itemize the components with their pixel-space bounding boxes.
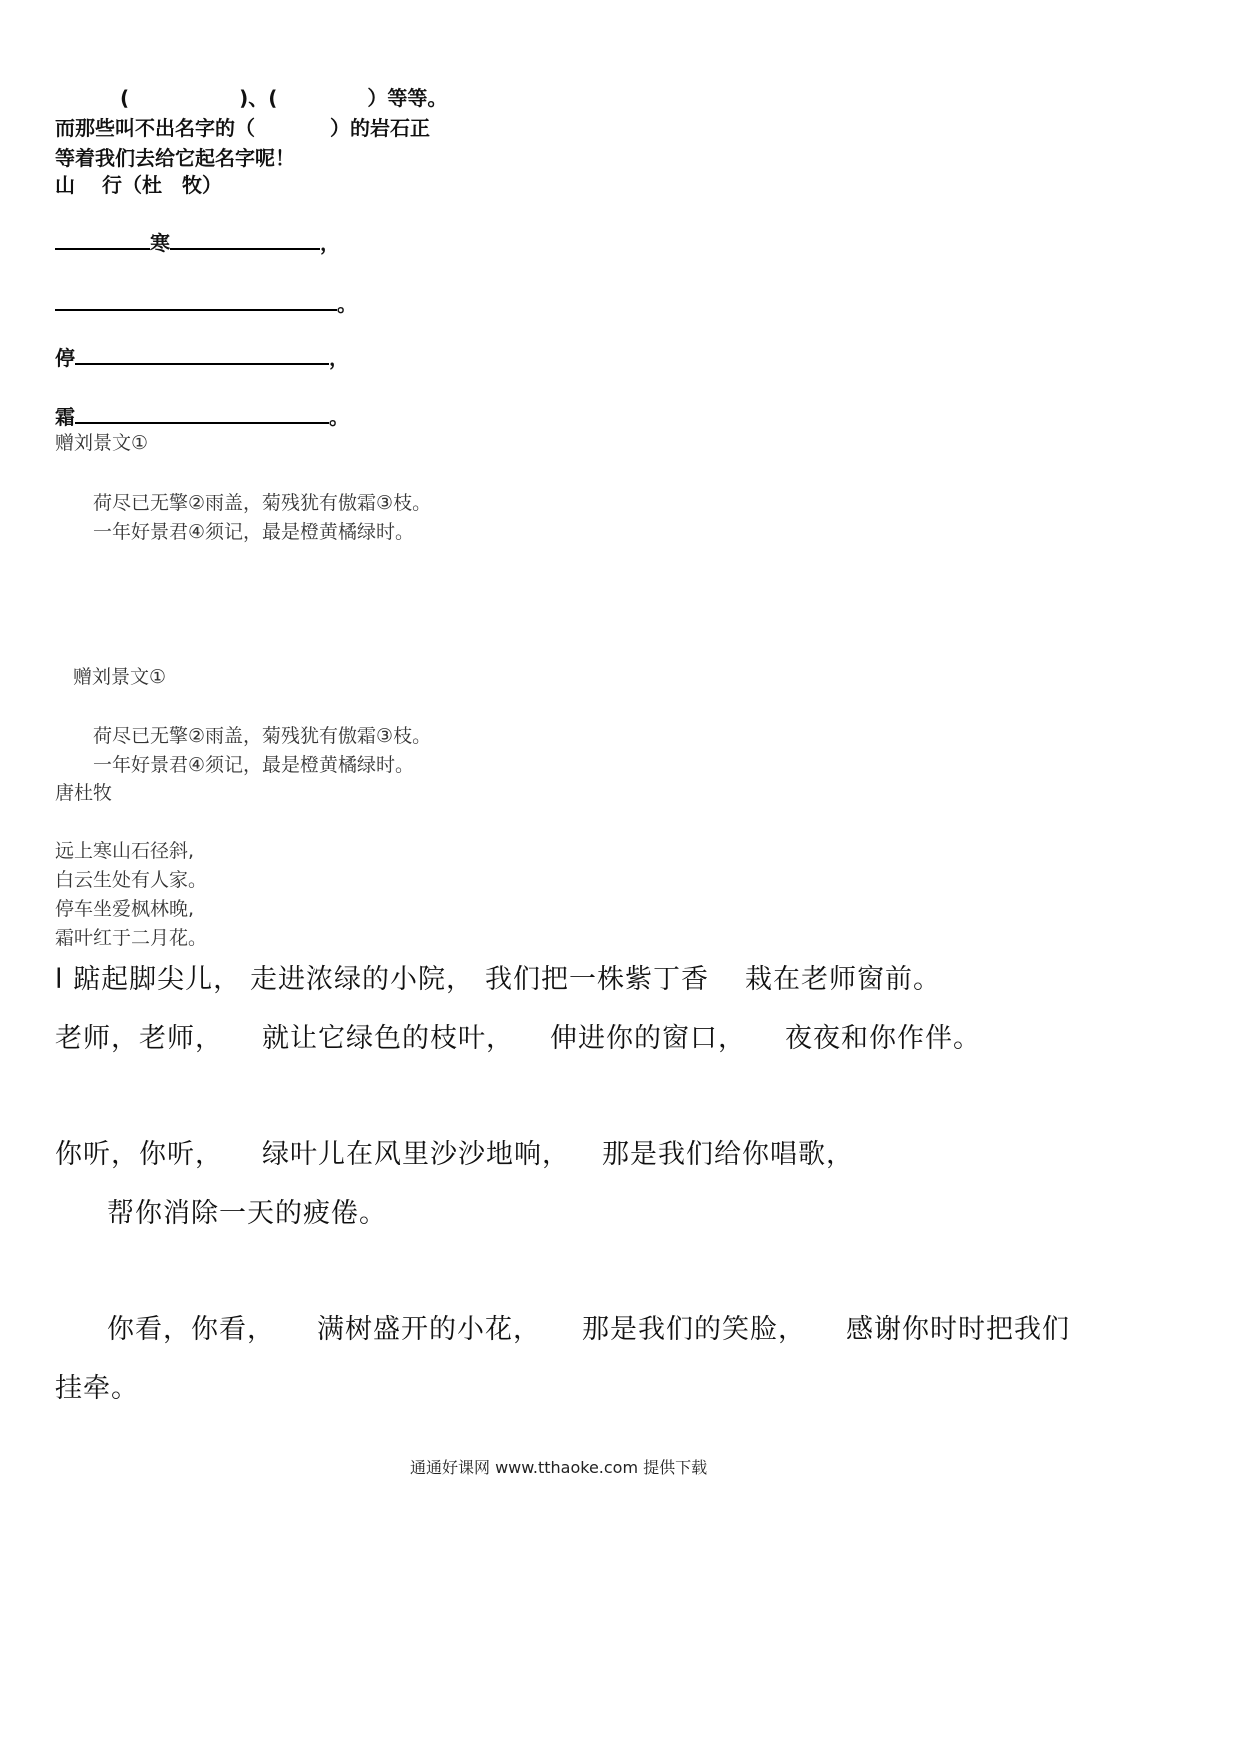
shanxing-line-3: 停车坐爱枫林晚,	[55, 898, 195, 920]
lilac-s3-p2: 绿叶儿在风里沙沙地响，	[262, 1139, 570, 1170]
shanxing-line-2: 白云生处有人家。	[55, 869, 208, 891]
blank-line-3	[55, 343, 349, 373]
shanxing-line-1: 远上寒山石径斜,	[55, 840, 195, 862]
lilac-s3-p3: 那是我们给你唱歌，	[602, 1139, 854, 1170]
blank-4[interactable]	[75, 402, 329, 424]
fill-line-1	[120, 83, 447, 113]
paren-mid: )、(	[239, 86, 278, 110]
fill-line-2-after: ）的岩石正	[330, 116, 430, 140]
paren-open: (	[120, 86, 130, 110]
fill-line-2-before: 而那些叫不出名字的（	[55, 116, 255, 140]
lilac-s1-p4: 栽在老师窗前。	[745, 964, 941, 995]
lilac-s2-p4: 夜夜和你作伴。	[785, 1023, 981, 1054]
lilac-s1-p2: 走进浓绿的小院，	[250, 964, 474, 995]
blank-line-1-char: 寒	[150, 231, 170, 255]
blank-line-2-end: 。	[337, 292, 357, 316]
lilac-s4-p1: 你看，你看，	[107, 1314, 275, 1345]
blank-line-1-end: ，	[320, 231, 340, 255]
footer-text: 通通好课网 www.tthaoke.com 提供下载	[410, 1458, 708, 1477]
zeng-title-2: 赠刘景文①	[73, 666, 167, 688]
lilac-s2-p1: 老师，老师，	[55, 1023, 223, 1054]
zeng-line-1-2: 一年好景君④须记，最是橙黄橘绿时。	[93, 521, 415, 543]
blank-line-2	[55, 289, 357, 319]
zeng-line-2-2: 一年好景君④须记，最是橙黄橘绿时。	[93, 754, 415, 776]
shanxing-line-4: 霜叶红于二月花。	[55, 927, 208, 949]
lilac-s4-p3: 那是我们的笑脸，	[582, 1314, 806, 1345]
blank-1a[interactable]	[55, 228, 150, 250]
poem-heading: 山 行（杜 牧）	[55, 173, 222, 197]
blank-line-3-char: 停	[55, 346, 75, 370]
blank-line-4-char: 霜	[55, 405, 75, 429]
blank-1b[interactable]	[170, 228, 320, 250]
blank-line-4-end: 。	[329, 405, 349, 429]
blank-3[interactable]	[75, 343, 329, 365]
zeng-line-2-1: 荷尽已无擎②雨盖，菊残犹有傲霜③枝。	[93, 725, 432, 747]
lilac-s4-p2: 满树盛开的小花，	[317, 1314, 541, 1345]
lilac-s3-line2: 帮你消除一天的疲倦。	[107, 1198, 387, 1229]
blank-line-3-end: ，	[329, 346, 349, 370]
lilac-s4-p4: 感谢你时时把我们	[846, 1314, 1070, 1345]
blank-line-1	[55, 228, 340, 258]
blank-2[interactable]	[55, 289, 337, 311]
lilac-s2-p2: 就让它绿色的枝叶，	[262, 1023, 514, 1054]
fill-line-3: 等着我们去给它起名字呢！	[55, 146, 295, 170]
zeng-title-1: 赠刘景文①	[55, 432, 149, 454]
zeng-line-1-1: 荷尽已无擎②雨盖，菊残犹有傲霜③枝。	[93, 492, 432, 514]
lilac-s1-p1: l 踮起脚尖儿，	[55, 964, 242, 995]
lilac-s4-line2: 挂牵。	[55, 1373, 139, 1404]
fill-line-2	[55, 113, 430, 143]
lilac-s2-p3: 伸进你的窗口，	[550, 1023, 746, 1054]
lilac-s1-p3: 我们把一株紫丁香	[485, 964, 709, 995]
lilac-s3-p1: 你听，你听，	[55, 1139, 223, 1170]
paren-close-text: ）等等。	[367, 86, 448, 110]
shanxing-author: 唐杜牧	[55, 782, 113, 804]
